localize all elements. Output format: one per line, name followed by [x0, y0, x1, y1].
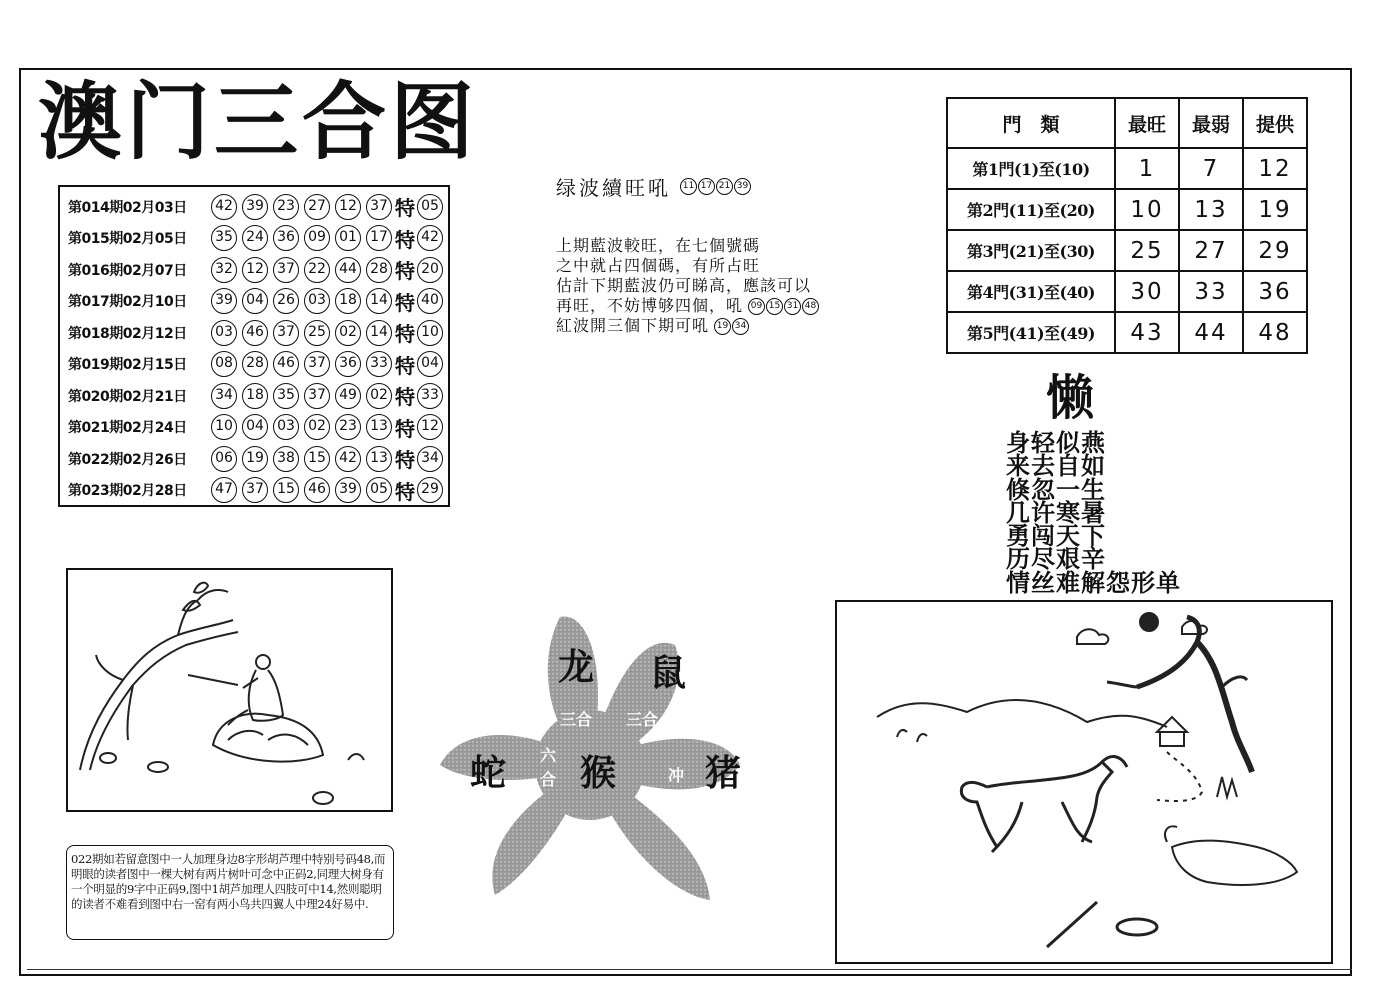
special-ball: 05	[417, 194, 443, 220]
hint-box: 022期如若留意图中一人加理身边8字形胡芦理中特别号码48,而明眼的读者图中一棵大树有两片树叶可念中正码2,同理大树身有一个明显的9字中正码9,图中1胡芦加理人四肢可中14,然则聪明的读者不难看到图中右一窑有两小鸟共四翼人中理24好易中.	[66, 845, 394, 940]
special-label: 特	[395, 290, 415, 315]
number-ball: 10	[211, 414, 237, 440]
gate-row	[947, 230, 1307, 271]
number-ball: 02	[366, 383, 392, 409]
number-ball: 37	[242, 477, 268, 503]
poem-line: 几许寒暑	[1006, 498, 1106, 527]
number-ball: 24	[242, 225, 268, 251]
special-label: 特	[395, 259, 415, 284]
number-ball: 37	[304, 383, 330, 409]
number-ball: 05	[366, 477, 392, 503]
poem	[1006, 429, 1181, 597]
special-ball: 40	[417, 288, 443, 314]
tip-heading	[556, 172, 751, 201]
zodiac-flower	[440, 605, 740, 905]
gate-value: 43	[1115, 312, 1179, 353]
gate-value: 10	[1115, 189, 1179, 230]
tip-number-ball: 11	[680, 178, 697, 195]
gate-row	[947, 148, 1307, 189]
gate-value: 29	[1243, 230, 1307, 271]
history-date: 第020期02月21日	[68, 388, 187, 405]
number-ball: 34	[211, 383, 237, 409]
number-ball: 47	[211, 477, 237, 503]
special-ball: 42	[417, 225, 443, 251]
number-ball: 28	[366, 257, 392, 283]
history-row	[68, 443, 448, 475]
page-title: 澳门三合图	[38, 73, 479, 171]
number-ball: 39	[211, 288, 237, 314]
flower-tag-sanhe-right: 三合	[626, 710, 659, 729]
poem-line: 来去自如	[1006, 452, 1106, 481]
number-ball: 35	[211, 225, 237, 251]
flower-dragon: 龙	[558, 647, 595, 688]
number-ball: 19	[242, 446, 268, 472]
flower-tag-sanhe-left: 三合	[560, 710, 593, 729]
tip-line-numbers	[713, 318, 749, 335]
gate-value: 25	[1115, 230, 1179, 271]
history-date: 第014期02月03日	[68, 199, 187, 216]
tip-number-ball: 48	[802, 298, 819, 315]
number-ball: 03	[273, 414, 299, 440]
fisherman-drawing	[68, 570, 391, 810]
number-ball: 23	[335, 414, 361, 440]
special-label: 特	[395, 196, 415, 221]
horse-illustration	[835, 600, 1333, 964]
number-ball: 17	[366, 225, 392, 251]
special-ball: 20	[417, 257, 443, 283]
history-date: 第016期02月07日	[68, 262, 187, 279]
gate-value: 13	[1179, 189, 1243, 230]
gate-value: 48	[1243, 312, 1307, 353]
number-ball: 39	[242, 194, 268, 220]
number-ball: 13	[366, 446, 392, 472]
number-ball: 44	[335, 257, 361, 283]
history-row	[68, 380, 448, 412]
draw-history-box	[58, 185, 450, 507]
flower-rat: 鼠	[650, 653, 687, 694]
history-date: 第019期02月15日	[68, 357, 187, 374]
tip-body	[556, 236, 819, 336]
number-ball: 12	[335, 194, 361, 220]
number-ball: 32	[211, 257, 237, 283]
gate-row	[947, 312, 1307, 353]
number-ball: 02	[335, 320, 361, 346]
poem-line: 身轻似燕	[1006, 429, 1106, 457]
history-date: 第021期02月24日	[68, 420, 187, 437]
horse-drawing	[837, 602, 1331, 962]
gate-label: 第3門(21)至(30)	[947, 230, 1115, 271]
gate-label: 第1門(1)至(10)	[947, 148, 1115, 189]
number-ball: 35	[273, 383, 299, 409]
fisherman-illustration	[66, 568, 393, 812]
gate-row	[947, 271, 1307, 312]
history-row	[68, 412, 448, 444]
number-ball: 15	[304, 446, 330, 472]
poem-line: 情丝难解怨形单	[1006, 568, 1181, 597]
flower-pig: 猪	[705, 753, 742, 794]
number-ball: 18	[242, 383, 268, 409]
gate-value: 44	[1179, 312, 1243, 353]
tip-number-ball: 34	[732, 318, 749, 335]
special-ball: 10	[417, 320, 443, 346]
special-ball: 29	[417, 477, 443, 503]
tip-number-ball: 15	[766, 298, 783, 315]
special-label: 特	[395, 353, 415, 378]
special-label: 特	[395, 448, 415, 473]
special-ball: 04	[417, 351, 443, 377]
history-row	[68, 254, 448, 286]
tip-number-ball: 31	[784, 298, 801, 315]
gate-label: 第5門(41)至(49)	[947, 312, 1115, 353]
tip-heading-text: 绿波續旺吼	[556, 176, 671, 200]
tip-number-ball: 19	[714, 318, 731, 335]
tip-heading-numbers	[679, 178, 751, 195]
special-label: 特	[395, 227, 415, 252]
flower-tag-liuhe-bottom: 合	[540, 770, 557, 789]
tip-number-ball: 17	[698, 178, 715, 195]
number-ball: 12	[242, 257, 268, 283]
number-ball: 02	[304, 414, 330, 440]
history-row	[68, 223, 448, 255]
number-ball: 04	[242, 414, 268, 440]
number-ball: 36	[335, 351, 361, 377]
gate-table	[946, 97, 1308, 354]
poem-line: 历尽艰辛	[1006, 545, 1106, 574]
history-row	[68, 191, 448, 223]
history-row	[68, 317, 448, 349]
tip-line-text: 再旺，不妨博够四個，吼	[556, 296, 744, 315]
number-ball: 28	[242, 351, 268, 377]
gate-row	[947, 189, 1307, 230]
flower-tag-clash: 冲	[668, 766, 685, 785]
gate-header-hot: 最旺	[1115, 98, 1179, 148]
number-ball: 46	[273, 351, 299, 377]
gate-value: 27	[1179, 230, 1243, 271]
special-label: 特	[395, 322, 415, 347]
number-ball: 03	[304, 288, 330, 314]
gate-label: 第4門(31)至(40)	[947, 271, 1115, 312]
number-ball: 38	[273, 446, 299, 472]
number-ball: 33	[366, 351, 392, 377]
number-ball: 09	[304, 225, 330, 251]
special-label: 特	[395, 479, 415, 504]
poem-title: 懒	[1046, 370, 1095, 426]
tip-number-ball: 09	[748, 298, 765, 315]
tip-line	[556, 296, 819, 316]
gate-value: 7	[1179, 148, 1243, 189]
number-ball: 23	[273, 194, 299, 220]
number-ball: 22	[304, 257, 330, 283]
number-ball: 15	[273, 477, 299, 503]
number-ball: 37	[304, 351, 330, 377]
gate-table-body	[947, 148, 1307, 353]
history-row	[68, 475, 448, 507]
history-date: 第018期02月12日	[68, 325, 187, 342]
tip-line-text: 之中就占四個碼，有所占旺	[556, 256, 761, 275]
number-ball: 46	[304, 477, 330, 503]
number-ball: 26	[273, 288, 299, 314]
special-ball: 33	[417, 383, 443, 409]
number-ball: 01	[335, 225, 361, 251]
number-ball: 36	[273, 225, 299, 251]
gate-value: 19	[1243, 189, 1307, 230]
number-ball: 37	[366, 194, 392, 220]
history-date: 第015期02月05日	[68, 231, 187, 248]
flower-snake: 蛇	[470, 753, 507, 794]
history-date: 第022期02月26日	[68, 451, 187, 468]
flower-monkey: 猴	[580, 753, 617, 794]
tip-line	[556, 316, 819, 336]
gate-header-cold: 最弱	[1179, 98, 1243, 148]
number-ball: 03	[211, 320, 237, 346]
flower-tag-liuhe-top: 六	[540, 746, 557, 765]
tip-number-ball: 21	[716, 178, 733, 195]
gate-label: 第2門(11)至(20)	[947, 189, 1115, 230]
tip-line-text: 上期藍波較旺，在七個號碼	[556, 236, 761, 255]
number-ball: 49	[335, 383, 361, 409]
gate-value: 30	[1115, 271, 1179, 312]
tip-line	[556, 236, 819, 256]
gate-value: 1	[1115, 148, 1179, 189]
tip-line	[556, 256, 819, 276]
frame-bottom-rule	[27, 969, 1352, 975]
number-ball: 37	[273, 257, 299, 283]
tip-line	[556, 276, 819, 296]
number-ball: 08	[211, 351, 237, 377]
number-ball: 18	[335, 288, 361, 314]
gate-table-header	[947, 98, 1307, 148]
number-ball: 14	[366, 320, 392, 346]
special-ball: 34	[417, 446, 443, 472]
number-ball: 46	[242, 320, 268, 346]
number-ball: 42	[335, 446, 361, 472]
gate-value: 33	[1179, 271, 1243, 312]
number-ball: 04	[242, 288, 268, 314]
gate-header-category: 門 類	[947, 98, 1115, 148]
number-ball: 27	[304, 194, 330, 220]
number-ball: 25	[304, 320, 330, 346]
tip-number-ball: 39	[734, 178, 751, 195]
special-label: 特	[395, 385, 415, 410]
tip-line-numbers	[747, 298, 819, 315]
gate-value: 36	[1243, 271, 1307, 312]
number-ball: 13	[366, 414, 392, 440]
history-row	[68, 286, 448, 318]
history-date: 第017期02月10日	[68, 294, 187, 311]
history-date: 第023期02月28日	[68, 483, 187, 500]
number-ball: 06	[211, 446, 237, 472]
number-ball: 39	[335, 477, 361, 503]
tip-line-text: 估計下期藍波仍可睇高，應該可以	[556, 276, 812, 295]
gate-value: 12	[1243, 148, 1307, 189]
history-row	[68, 349, 448, 381]
number-ball: 42	[211, 194, 237, 220]
tip-line-text: 紅波開三個下期可吼	[556, 316, 710, 335]
special-label: 特	[395, 416, 415, 441]
number-ball: 14	[366, 288, 392, 314]
gate-header-offer: 提供	[1243, 98, 1307, 148]
number-ball: 37	[273, 320, 299, 346]
special-ball: 12	[417, 414, 443, 440]
poem-line: 倏忽一生	[1006, 475, 1106, 504]
poem-line: 勇闯天下	[1006, 522, 1106, 551]
